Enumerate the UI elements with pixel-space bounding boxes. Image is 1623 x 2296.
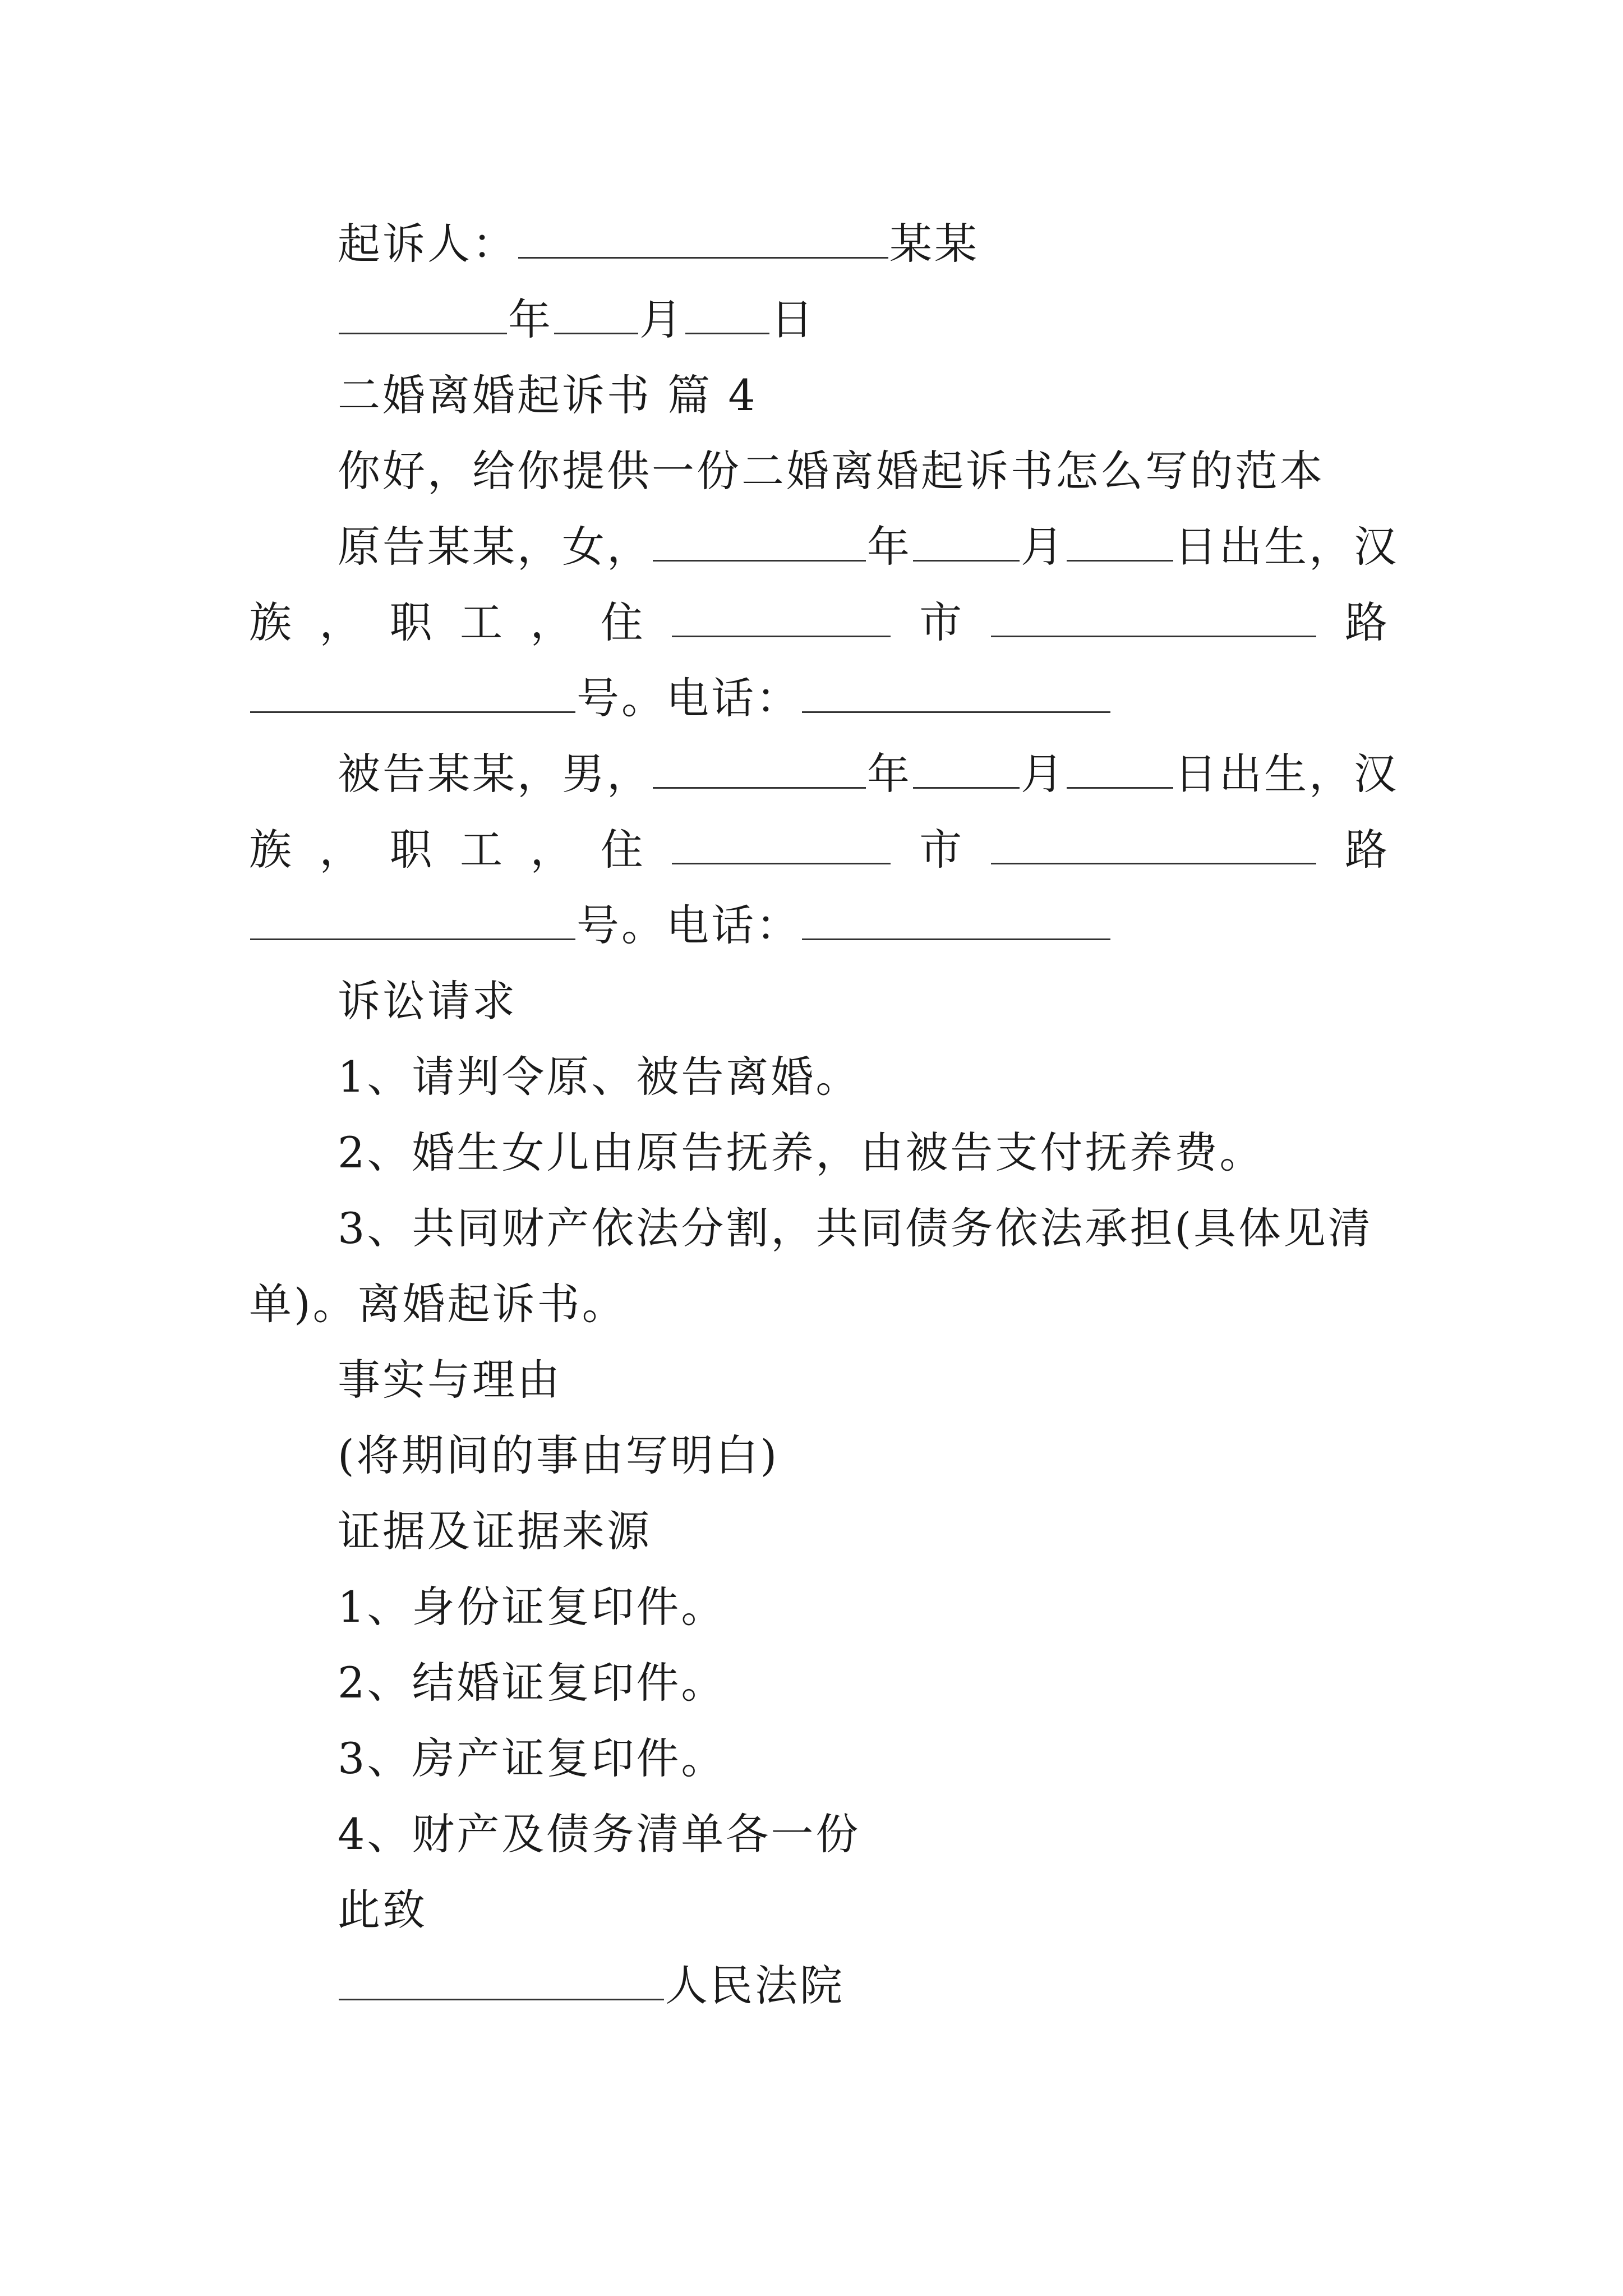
defendant-city-blank bbox=[672, 827, 891, 864]
plaintiff-year-blank bbox=[653, 524, 866, 562]
plaintiff-line-1 bbox=[338, 519, 1399, 575]
claims-heading: 诉讼请求 bbox=[338, 976, 517, 1026]
section-heading bbox=[338, 367, 758, 424]
plaintiff-residence: 住 bbox=[600, 597, 643, 647]
defendant-line-3 bbox=[249, 898, 1112, 954]
defendant-occupation-1: 职 bbox=[389, 825, 432, 875]
plaintiff-line-3 bbox=[249, 670, 1112, 726]
facts-heading: 事实与理由 bbox=[338, 1355, 562, 1405]
signature-line bbox=[338, 216, 979, 272]
evidence-item-3: 3、房产证复印件。 bbox=[338, 1733, 726, 1783]
evidence-item-4: 4、财产及债务清单各一份 bbox=[338, 1809, 861, 1859]
defendant-year-label: 年 bbox=[867, 749, 912, 799]
signature-label: 起诉人： bbox=[338, 219, 517, 269]
plaintiff-month-blank bbox=[913, 524, 1020, 562]
plaintiff-occupation-1: 职 bbox=[389, 597, 432, 647]
plaintiff-occupation-2: 工 bbox=[459, 597, 502, 647]
day-label: 日 bbox=[771, 295, 815, 344]
comma: ， bbox=[319, 825, 362, 875]
plaintiff-ethnic: 族 bbox=[249, 597, 292, 647]
day-blank bbox=[685, 297, 769, 334]
signature-name: 某某 bbox=[889, 219, 979, 269]
closing-salutation: 此致 bbox=[338, 1885, 427, 1935]
defendant-month-blank bbox=[913, 751, 1020, 789]
claim-item-2: 2、婚生女儿由原告抚养，由被告支付抚养费。 bbox=[338, 1128, 1265, 1177]
evidence-heading: 证据及证据来源 bbox=[338, 1506, 652, 1556]
plaintiff-number-blank bbox=[250, 675, 575, 713]
defendant-month-label: 月 bbox=[1021, 749, 1066, 799]
defendant-road-label: 路 bbox=[1344, 825, 1387, 875]
defendant-prefix: 被告某某，男， bbox=[338, 749, 652, 799]
year-label: 年 bbox=[508, 295, 553, 344]
facts-note: (将期间的事由写明白) bbox=[338, 1430, 780, 1480]
court-suffix: 人民法院 bbox=[665, 1961, 845, 2010]
month-label: 月 bbox=[639, 295, 684, 344]
defendant-phone-blank bbox=[802, 903, 1110, 940]
heading-title: 二婚离婚起诉书 bbox=[338, 370, 652, 420]
plaintiff-city-label: 市 bbox=[919, 597, 962, 647]
plaintiff-phone-label: 号。电话： bbox=[577, 673, 801, 723]
defendant-city-label: 市 bbox=[919, 825, 962, 875]
comma: ， bbox=[530, 597, 573, 647]
signature-date-line bbox=[338, 292, 815, 348]
claim-item-3-line-2: 单)。离婚起诉书。 bbox=[249, 1279, 627, 1329]
heading-section: 篇 4 bbox=[667, 370, 758, 420]
plaintiff-prefix: 原告某某，女， bbox=[338, 522, 652, 572]
defendant-occupation-2: 工 bbox=[459, 825, 502, 875]
intro-paragraph: 你好，给你提供一份二婚离婚起诉书怎么写的范本 bbox=[338, 446, 1325, 496]
month-blank bbox=[554, 297, 638, 334]
defendant-line-1 bbox=[338, 746, 1399, 802]
plaintiff-day-blank bbox=[1067, 524, 1173, 562]
plaintiff-city-blank bbox=[672, 600, 891, 637]
plaintiff-road-label: 路 bbox=[1344, 597, 1387, 647]
plaintiff-road-blank bbox=[991, 600, 1316, 637]
comma: ， bbox=[530, 825, 573, 875]
closing-court-line bbox=[338, 1958, 845, 2014]
plaintiff-line-2 bbox=[249, 595, 1387, 651]
plaintiff-month-label: 月 bbox=[1021, 522, 1066, 572]
plaintiff-phone-blank bbox=[802, 675, 1110, 713]
signature-blank bbox=[518, 221, 888, 259]
defendant-birth-suffix: 日出生，汉 bbox=[1174, 749, 1399, 799]
claim-item-3-line-1: 3、共同财产依法分割，共同债务依法承担(具体见清 bbox=[338, 1203, 1373, 1253]
defendant-road-blank bbox=[991, 827, 1316, 864]
defendant-day-blank bbox=[1067, 751, 1173, 789]
defendant-phone-label: 号。电话： bbox=[577, 900, 801, 950]
defendant-number-blank bbox=[250, 903, 575, 940]
court-blank bbox=[339, 1963, 664, 2000]
year-blank bbox=[339, 297, 507, 334]
evidence-item-1: 1、身份证复印件。 bbox=[338, 1582, 726, 1632]
plaintiff-year-label: 年 bbox=[867, 522, 912, 572]
claim-item-1: 1、请判令原、被告离婚。 bbox=[338, 1052, 861, 1102]
defendant-line-2 bbox=[249, 822, 1387, 878]
evidence-item-2: 2、结婚证复印件。 bbox=[338, 1658, 726, 1708]
comma: ， bbox=[319, 597, 362, 647]
defendant-ethnic: 族 bbox=[249, 825, 292, 875]
defendant-residence: 住 bbox=[600, 825, 643, 875]
plaintiff-birth-suffix: 日出生，汉 bbox=[1174, 522, 1399, 572]
defendant-year-blank bbox=[653, 751, 866, 789]
